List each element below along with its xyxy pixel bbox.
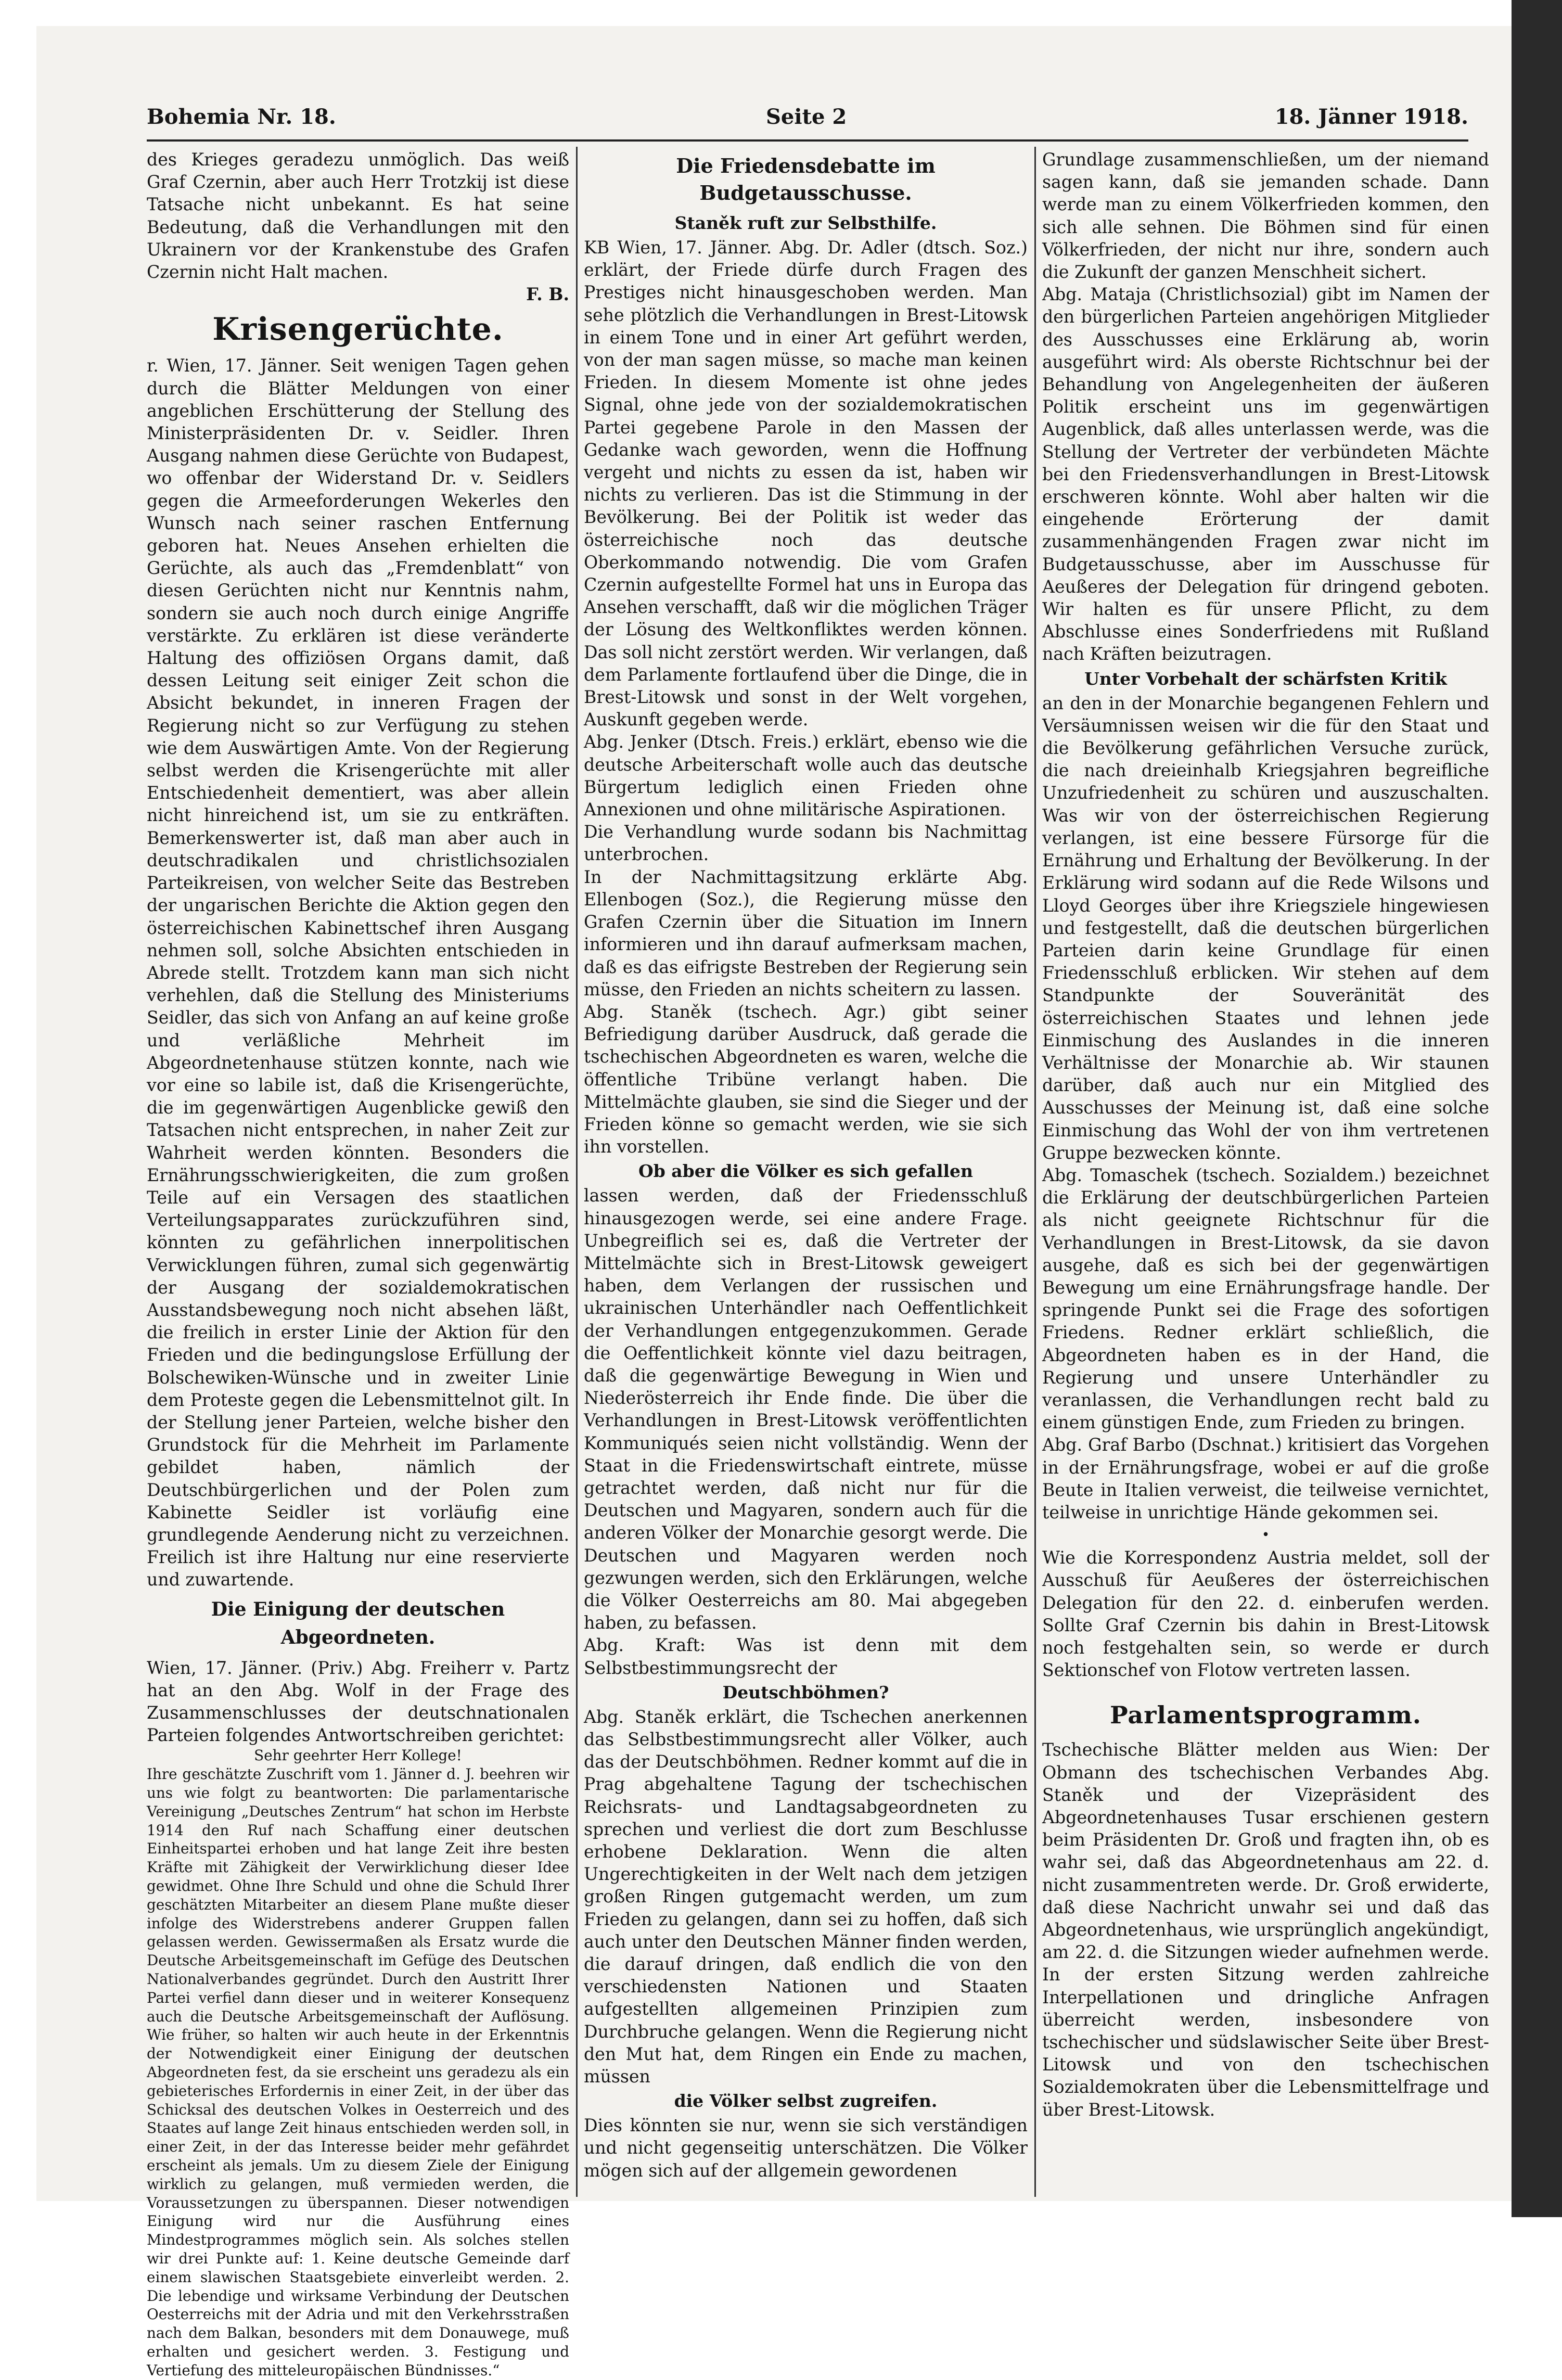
subhead-vorbehalt: Unter Vorbehalt der schärfsten Kritik xyxy=(1084,668,1447,689)
subhead-stanek: Staněk ruft zur Selbsthilfe. xyxy=(674,213,937,233)
paragraph-tomaschek: Abg. Tomaschek (tschech. Sozialdem.) bezeichnet die Erklärung der deutschbürgerlichen Parteien als nicht geeignete Richtschnur für die Verhandlungen in Brest-Litowsk, da sie davon ausgehe, daß es sich bei der gegenwärtigen Bewegung um eine Ernährungsfrage handle. Der springende Punkt sei die Frage des sofortigen Friedens. Redner erklärt schließlich, die Abgeordneten haben es in der Hand, die Regierung und unsere Unterhändler zu veranlassen, die Verhandlungen recht bald zu einem günstigen Ende, zum Frieden zu bringen. xyxy=(1042,1165,1489,1433)
section-ornament: • xyxy=(1261,1527,1270,1543)
headline-krisengeruechte: Krisengerüchte. xyxy=(212,311,504,348)
paragraph-adler: KB Wien, 17. Jänner. Abg. Dr. Adler (dtsch. Soz.) erklärt, der Friede dürfe durch Fragen des Prestiges nicht hinausgeschoben werden. Man sehe plötzlich die Verhandlungen in Brest-Litowsk in einem Tone und in einer Art geführt werden, von der man sagen müsse, so mache man keinen Frieden. In diesem Momente ist ohne jedes Signal, ohne jede von der sozialdemokratischen Partei gegebene Parole in den Massen der Gedanke wach geworden, wenn die Hoffnung vergeht und nichts zu essen da ist, haben wir nichts zu verlieren. Das ist die Stimmung in der Bevölkerung. Bei der Politik ist weder das österreichische noch das deutsche Oberkommando notwendig. Die vom Grafen Czernin aufgestellte Formel hat uns in Europa das Ansehen verschafft, daß wir die möglichen Träger der Lösung des Weltkonfliktes werden können. Das soll nicht zerstört werden. Wir verlangen, daß dem Parlamente fortlaufend über die Dinge, die in Brest-Litowsk und sonst in der Welt vorgehen, Auskunft gegeben werde. xyxy=(584,237,1028,730)
paragraph-unterbrochen: Die Verhandlung wurde sodann bis Nachmittag unterbrochen. xyxy=(584,822,1028,865)
paragraph-grundlage: Grundlage zusammenschließen, um der niemand sagen kann, daß sie jemanden schade. Dann werde man zu einem Völkerfrieden kommen, den sich alle sehnen. Die Böhmen sind für einen Völkerfrieden, der nicht nur ihre, sondern auch die Zukunft der ganzen Menschheit sichert. xyxy=(1042,149,1489,283)
paragraph-stanek: Abg. Staněk (tschech. Agr.) gibt seiner Befriedigung darüber Ausdruck, daß gerade die tschechischen Abgeordneten es waren, welche die öffentliche Tribüne verlangt haben. Die Mittelmächte glauben, sie sind die Sieger und der Frieden könne so gemacht werden, wie sie sich ihn vorstellen. xyxy=(584,1001,1028,1157)
letter-salutation: Sehr geehrter Herr Kollege! xyxy=(254,1747,462,1764)
article-tail-intro: des Krieges geradezu unmöglich. Das weiß Graf Czernin, aber auch Herr Trotzkij ist diese Tatsache nicht unbekannt. Es hat seine Bedeutung, daß die Verhandlungen mit den Ukrainern vor der Krankenstube des Grafen Czernin nicht Halt machen. xyxy=(147,149,569,283)
paragraph-mataja: Abg. Mataja (Christlichsozial) gibt im Namen der den bürgerlichen Parteien angehörigen Mitglieder des Ausschusses eine Erklärung ab, worin ausgeführt wird: Als oberste Richtschnur bei der Behandlung von Angelegenheiten der äußeren Politik erscheint uns im gegenwärtigen Augenblick, daß alles unterlassen werde, was die Stellung der Vertreter der verbündeten Mächte bei den Friedensverhandlungen in Brest-Litowsk erschweren könnte. Wohl aber halten wir die eingehende Erörterung der damit zusammenhängenden Fragen zwar nicht im Budgetausschusse, aber im Ausschusse für Aeußeres der Delegation für dringend geboten. Wir halten es für unsere Pflicht, zu dem Abschlusse eines Sonderfriedens mit Rußland nach Kräften beizutragen. xyxy=(1042,284,1489,664)
header-page-number: Seite 2 xyxy=(766,105,847,129)
header-rule xyxy=(147,139,1468,142)
paragraph-parlamentsprogramm: Tschechische Blätter melden aus Wien: Der Obmann des tschechischen Verbandes Abg. Staněk und der Vizepräsident des Abgeordnetenhauses Tusar erschienen gestern beim Präsidenten Dr. Groß und fragten ihn, ob es wahr sei, daß das Abgeordnetenhaus am 22. d. nicht zusammentreten werde. Dr. Groß erwiderte, daß diese Nachricht unwahr sei und daß das Abgeordnetenhaus, wie ursprünglich angekündigt, am 22. d. die Sitzungen wieder aufnehmen werde. In der ersten Sitzung werden zahlreiche Interpellationen und dringliche Anfragen überreicht werden, insbesondere von tschechischer und südslawischer Seite über Brest-Litowsk und von den tschechischen Sozialdemokraten über die Lebensmittelfrage und über Brest-Litowsk. xyxy=(1042,1739,1489,2120)
article-einigung-lead: Wien, 17. Jänner. (Priv.) Abg. Freiherr v. Partz hat an den Abg. Wolf in der Frage des Zusammenschlusses der deutschnationalen Parteien folgendes Antwortschreiben gerichtet: xyxy=(147,1657,569,1746)
header-date: 18. Jänner 1918. xyxy=(1274,105,1468,129)
column-2 xyxy=(584,148,1028,2182)
paragraph-kraft: Abg. Kraft: Was ist denn mit dem Selbstbestimmungsrecht der xyxy=(584,1635,1028,1678)
column-3 xyxy=(1042,148,1489,2121)
paragraph-monarchie: an den in der Monarchie begangenen Fehlern und Versäumnissen weisen wir die für den Staat und die Bevölkerung gefährlichen Versuche zurück, die nach dreieinhalb Kriegsjahren begreifliche Unzufriedenheit zu schüren und auszuschalten. Was wir von der österreichischen Regierung verlangen, ist eine bessere Fürsorge für die Ernährung und Erhaltung der Bevölkerung. In der Erklärung wird sodann auf die Rede Wilsons und Lloyd Georges über ihre Kriegsziele hingewiesen und festgestellt, daß die deutschen bürgerlichen Parteien darin keine Grundlage für einen Friedensschluß erblicken. Wir stehen auf dem Standpunkte der Souveränität des österreichischen Staates und lehnen jede Einmischung des Auslandes in die inneren Verhältnisse der Monarchie ab. Wir staunen darüber, daß auch nur ein Mitglied des Ausschusses der Meinung ist, daß eine solche Einmischung das Wohl der von ihm vertretenen Gruppe bezwecken könnte. xyxy=(1042,693,1489,1163)
headline-einigung: Die Einigung der deutschen Abgeordneten. xyxy=(211,1598,505,1648)
paragraph-jenker: Abg. Jenker (Dtsch. Freis.) erklärt, ebenso wie die deutsche Arbeiterschaft wolle auch das deutsche Bürgertum lediglich einen Frieden ohne Annexionen und ohne militärische Aspirationen. xyxy=(584,732,1028,820)
paragraph-stanek-2: Abg. Staněk erklärt, die Tschechen anerkennen das Selbstbestimmungsrecht aller Völker, auch das der Deutschböhmen. Redner kommt auf die in Prag abgehaltene Tagung der tschechischen Reichsrats- und Landtagsabgeordneten zu sprechen und verliest die dort zum Beschlusse erhobene Deklaration. Wenn die alten Ungerechtigkeiten in der Welt nach dem jetzigen großen Ringen gutgemacht werden, um zum Frieden zu gelangen, dann sei zu hoffen, daß sich auch unter den Deutschen Männer finden werden, die darauf dringen, daß endlich die von den verschiedensten Nationen und Staaten aufgestellten allgemeinen Prinzipien zum Durchbruche gelangen. Wenn die Regierung nicht den Mut hat, dem Ringen ein Ende zu machen, müssen xyxy=(584,1706,1028,2087)
paragraph-friedensschluss: lassen werden, daß der Friedensschluß hinausgezogen werde, sei eine andere Frage. Unbegreiflich sei es, daß die Vertreter der Mittelmächte sich in Brest-Litowsk geweigert haben, dem Verlangen der russischen und ukrainischen Unterhändler nach Oeffentlichkeit der Verhandlungen entgegenzukommen. Gerade die Oeffentlichkeit könnte viel dazu beitragen, daß die gegenwärtige Bewegung in Wien und Niederösterreich ihr Ende finde. Die über die Verhandlungen in Brest-Litowsk veröffentlichten Kommuniqués seien nicht vollständig. Wenn der Staat in die Friedenswirtschaft eintrete, müsse getrachtet werden, daß nicht nur für die Deutschen und Magyaren, sondern auch für die anderen Völker der Monarchie gesorgt werde. Die Deutschen und Magyaren werden noch gezwungen werden, sich den Erklärungen, welche die Völker Oesterreichs am 80. Mai abgegeben haben, zu befassen. xyxy=(584,1185,1028,1633)
column-1 xyxy=(147,148,569,2380)
subhead-deutschboehmen: Deutschböhmen? xyxy=(722,1682,889,1703)
headline-friedensdebatte: Die Friedensdebatte im Budgetausschusse. xyxy=(676,154,936,204)
page-header xyxy=(147,101,1468,138)
headline-parlamentsprogramm: Parlamentsprogramm. xyxy=(1110,1701,1422,1730)
author-signature: F. B. xyxy=(526,284,569,305)
subhead-voelker-zugreifen: die Völker selbst zugreifen. xyxy=(674,2091,938,2112)
scan-edge-shadow xyxy=(1512,0,1562,2217)
letter-text: Ihre geschätzte Zuschrift vom 1. Jänner d. J. beehren wir uns wie folgt zu beantworten: Die parlamentarische Vereinigung „Deutsches Zentrum“ hat schon im Herbste 1914 den Ruf nach Schaffung einer deutschen Einheitspartei erhoben und hat lange Zeit ihre besten Kräfte mit Zähigkeit der Verwirklichung dieser Idee gewidmet. Ohne Ihre Schuld und ohne die Schuld Ihrer geschätzten Mitarbeiter an diesem Plane mußte dieser infolge des Widerstrebens anderer Gruppen fallen gelassen werden. Gewissermaßen als Ersatz wurde die Deutsche Arbeitsgemeinschaft im Gefüge des Deutschen Nationalverbandes gegründet. Durch den Austritt Ihrer Partei verfiel dann dieser und in weiterer Konsequenz auch die Deutsche Arbeitsgemeinschaft der Auflösung. Wie früher, so halten wir auch heute in der Erkenntnis der Notwendigkeit einer Einigung der deutschen Abgeordneten fest, da sie erscheint uns geradezu als ein gebieterisches Erfordernis in einer Zeit, in der über das Schicksal des deutschen Volkes in Oesterreich und des Staates auf lange Zeit hinaus entschieden werden soll, in einer Zeit, in der das Interesse beider mehr gefährdet erscheint als jemals. Um zu diesem Ziele der Einigung wirklich zu gelangen, muß vermieden werden, die Voraussetzungen zu überspannen. Dieser notwendigen Einigung wird nur die Ausführung eines Mindestprogrammes möglich sein. Als solches stellen wir drei Punkte auf: 1. Keine deutsche Gemeinde darf einem slawischen Staatsgebiete einverleibt werden. 2. Die lebendige und wirksame Verbindung der Deutschen Oesterreichs mit der Adria und mit den Verkehrsstraßen nach dem Balkan, besonders mit dem Donauwege, muß erhalten und gesichert werden. 3. Festigung und Vertiefung des mitteleuropäischen Bündnisses.“ xyxy=(147,1765,569,2379)
paragraph-barbo: Abg. Graf Barbo (Dschnat.) kritisiert das Vorgehen in der Ernährungsfrage, wobei er auf die große Beute in Italien verweist, die teilweise vernichtet, teilweise in unrichtige Hände gekommen sei. xyxy=(1042,1435,1489,1522)
column-rule-1 xyxy=(576,147,578,2197)
header-newspaper-name: Bohemia Nr. 18. xyxy=(147,105,336,129)
subhead-voelker-gefallen: Ob aber die Völker es sich gefallen xyxy=(638,1161,974,1182)
paragraph-korrespondenz: Wie die Korrespondenz Austria meldet, soll der Ausschuß für Aeußeres der österreichischen Delegation für den 22. d. einberufen werden. Sollte Graf Czernin bis dahin in Brest-Litowsk noch festgehalten sein, so werde er durch Sektionschef von Flotow vertreten lassen. xyxy=(1042,1547,1489,1681)
paragraph-ellenbogen: In der Nachmittagsitzung erklärte Abg. Ellenbogen (Soz.), die Regierung müsse den Grafen Czernin über die Situation im Innern informieren und ihn darauf aufmerksam machen, daß es das eifrigste Bestreben der Regierung sein müsse, den Frieden an nichts scheitern zu lassen. xyxy=(584,866,1028,1000)
column-rule-2 xyxy=(1034,147,1036,2197)
paragraph-verstaendigen: Dies könnten sie nur, wenn sie sich verständigen und nicht gegenseitig unterschätzen. Die Völker mögen sich auf der allgemein gewordenen xyxy=(584,2115,1028,2181)
article-krisengeruechte-text: r. Wien, 17. Jänner. Seit wenigen Tagen gehen durch die Blätter Meldungen von einer angeblichen Erschütterung der Stellung des Ministerpräsidenten Dr. v. Seidler. Ihren Ausgang nahmen diese Gerüchte von Budapest, wo offenbar der Widerstand Dr. v. Seidlers gegen die Armeeforderungen Wekerles den Wunsch nach seiner raschen Entfernung geboren hat. Neues Ansehen erhielten die Gerüchte, als auch das „Fremdenblatt“ von diesen Gerüchten nicht nur Kenntnis nahm, sondern sie auch noch durch einige Angriffe verstärkte. Zu erklären ist diese veränderte Haltung des offiziösen Organs damit, daß dessen Leitung seit einiger Zeit schon die Absicht bekundet, in inneren Fragen der Regierung nicht so zur Verfügung zu stehen wie dem Auswärtigen Amte. Von der Regierung selbst werden die Krisengerüchte mit aller Entschiedenheit dementiert, was aber allein nicht hinreichend ist, um sie zu entkräften. Bemerkenswerter ist, daß man aber auch in deutschradikalen und christlichsozialen Parteikreisen, von welcher Seite das Bestreben der ungarischen Berichte die Aktion gegen den österreichischen Kabinettschef ihren Ausgang nehmen soll, solche Absichten entschieden in Abrede stellt. Trotzdem kann man sich nicht verhehlen, daß die Stellung des Ministeriums Seidler, das sich von Anfang an auf keine große und verläßliche Mehrheit im Abgeordnetenhause stützen konnte, nach wie vor eine so labile ist, daß die Krisengerüchte, die im gegenwärtigen Augenblicke gewiß den Tatsachen nicht entsprechen, in naher Zeit zur Wahrheit werden könnten. Besonders die Ernährungsschwierigkeiten, die zum großen Teile auf ein Versagen des staatlichen Verteilungsapparates zurückzuführen sind, könnten zu gefährlichen innerpolitischen Verwicklungen führen, zumal sich gegenwärtig der Ausgang der sozialdemokratischen Ausstandsbewegung noch nicht absehen läßt, die freilich in erster Linie der Aktion für den Frieden und die bedingungslose Erfüllung der Bolschewiken-Wünsche und in zweiter Linie dem Proteste gegen die Lebensmittelnot gilt. In der Stellung jener Parteien, welche bisher den Grundstock für die Mehrheit im Parlamente gebildet haben, nämlich der Deutschbürgerlichen und der Polen zum Kabinette Seidler ist vorläufig eine grundlegende Aenderung nicht zu verzeichnen. Freilich ist ihre Haltung nur eine reservierte und zuwartende. xyxy=(147,355,569,1590)
